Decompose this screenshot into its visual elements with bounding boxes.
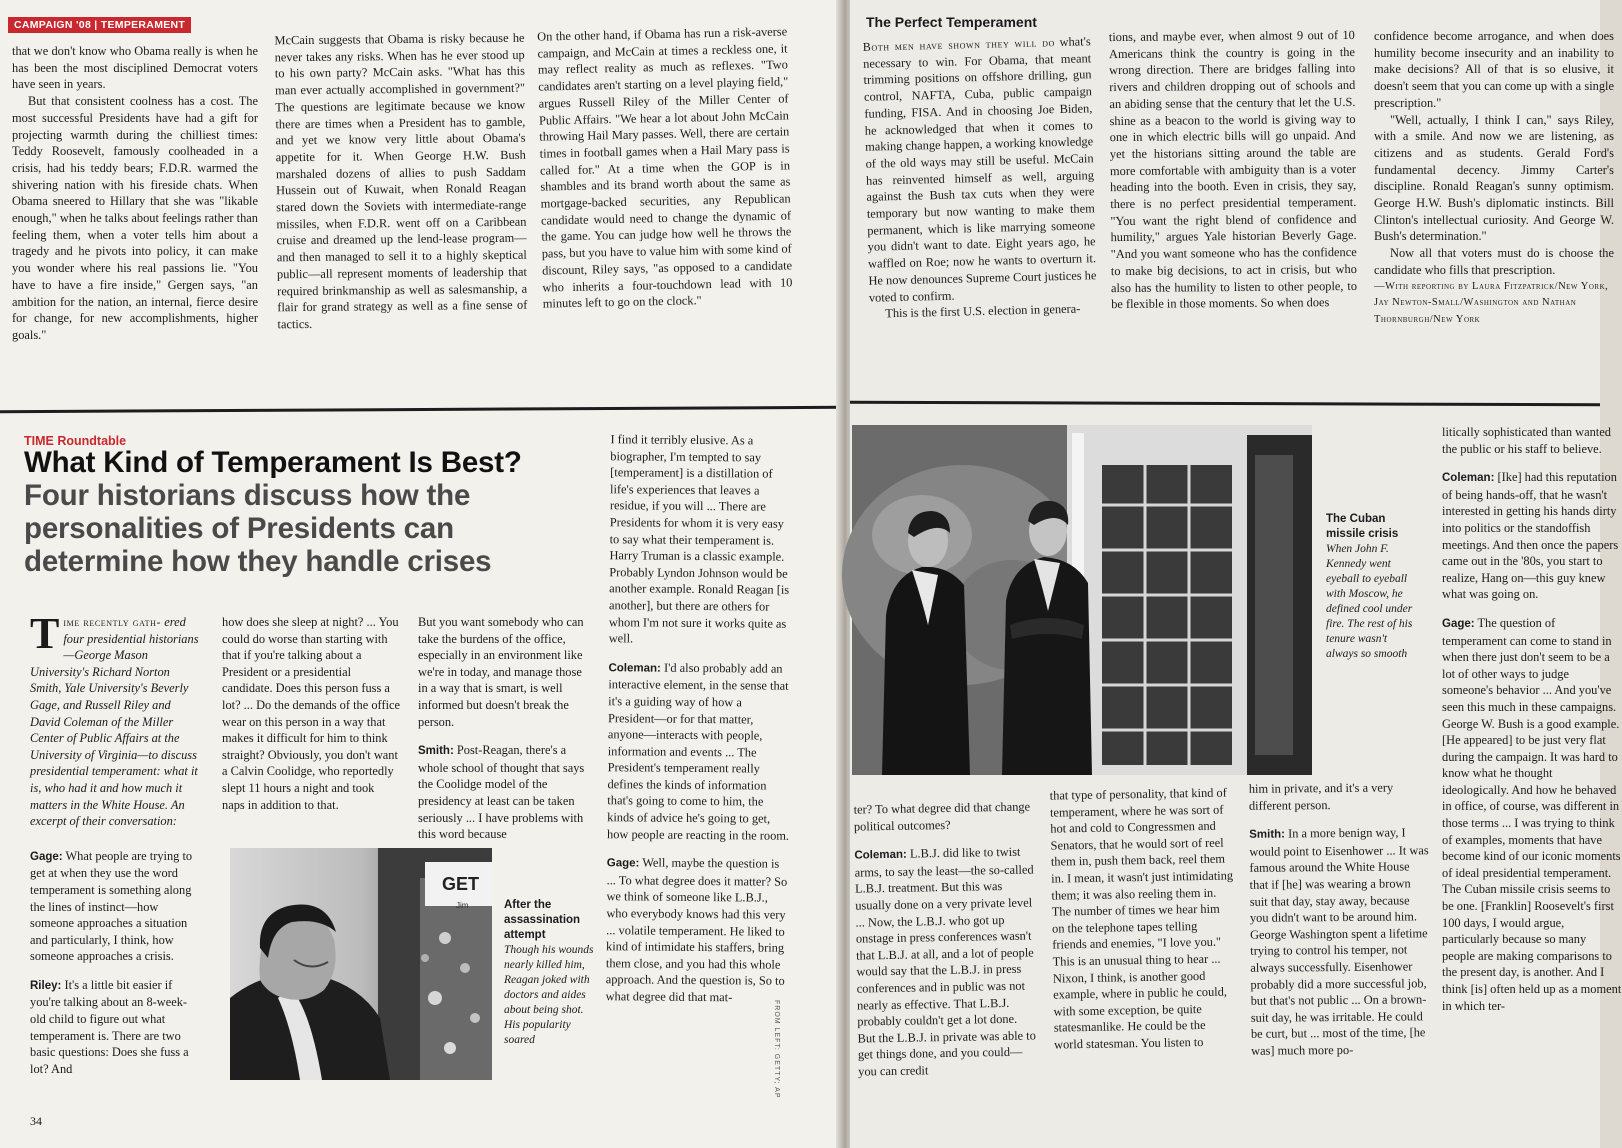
section-divider-right [850,401,1600,407]
roundtable-paragraph [1442,615,1622,1014]
speaker-text: It's a little bit easier if you're talking about an 8-week-old child to figure out what temperament is. There are two basic questions: Does she fuss a lot? And [30,977,189,1076]
box-paragraph [1374,28,1614,112]
box-paragraph-text: what's necessary to win. For Obama, that meant trimming positions on offshore drilling, gun control, NAFTA, Cuba, public campaign funding, FISA. And in choosing Joe Biden, he acknowledged that when it comes to making change happen, a working knowledge of the old ways may still be useful. McCain has reinvented himself as well, arguing against the Bush tax cuts when they were temporary but now wanting to make them permanent, which is like marrying someone you didn't want to date. Eight years ago, he waffled on Roe; now he wants to overturn it. He now denounces Supreme Court justices he voted to confirm. [862,34,1097,305]
speaker-name: Coleman: [608,661,661,675]
article-paragraph: that we don't know who Obama really is when he has been the most disciplined Democrat voters have seen in years. [12,44,258,92]
box-paragraph [1374,245,1614,278]
reagan-caption-title: After the assassination attempt [504,899,581,941]
speaker-name: Coleman: [1442,472,1495,485]
drop-cap: T [30,609,60,658]
headline-main: What Kind of Temperament Is Best? [24,446,522,479]
page-number: 34 [30,1114,42,1128]
photo-sign-text: GET [442,874,480,894]
intro-paragraph [30,609,202,830]
speaker-text: I find it terribly elusive. As a biographer, I'm tempted to say [temperament] is a distillation of life's experiences that leaves a residue, if you will ... There are Presidents for whom it is very easy to say what their temperament is. Harry Truman is a classic example. Probably Lyndon Johnson would be another example. Ronald Reagan [is another], but there are others for whom I'm not sure it works quite as well. [608,432,790,646]
roundtable-paragraph [609,431,793,648]
roundtable-paragraph [1249,779,1429,814]
speaker-text: litically sophisticated than wanted the public or his staff to believe. [1442,425,1611,456]
speaker-text: [Ike] had this reputation of being hands-off, that he wasn't interested in getting his hands dirty into politics or the standoffish meetings. And then once the papers came out in the '80s, you start to realize, Hang on—this guy knew what was going on. [1442,470,1619,602]
speaker-text: I'd also probably add an interactive element, in the sense that it's a guiding way of how a President—or for that matter, anyone—interacts with people, information and events ... The President's temperament really defines the kinds of information that's going to come to him, the kinds of advice he's going to get, how people are reacting in the room. [606,660,790,843]
speaker-text: The question of temperament can come to stand in when there just don't seem to be a lot of other ways to judge someone's behavior ... And you've seen this much in these campaigns. George W. Bush is a good example. [He appeared] to be just very flat during the campaign. It was hard to know what he thought ideologically. And how he behaved in office, of course, was different in those terms ... I was trying to think of examples, moments that have become kind of our iconic moments of ideal presidential temperament. The Cuban missile crisis seems to be one. [Franklin] Roosevelt's first 100 days, I would argue, particularly because so many people are making comparisons to the present day, is another. And I think [is] often held up as a moment in which ter- [1442,615,1622,1013]
intro-smallcaps: ime recently gath- [63,615,162,629]
roundtable-col1-body [30,848,202,1078]
speaker-text: But you want somebody who can take the burdens of the office, especially in an environment like we're in today, and manage those in a way that is smart, is well informed but doesn't break the person. [418,615,584,729]
roundtable-paragraph [418,742,594,843]
box-paragraph-text: Now all that voters must do is choose the candidate who fills that prescription. [1374,246,1614,277]
roundtable-column-4 [605,431,792,1018]
speaker-text: L.B.J. did like to twist arms, to say the least—the so-called L.B.J. treatment. But this was usually done on a very private level ... Now, the L.B.J. who got up onstage in press conferences wasn't that L.B.J. at all, and a lot of people would say that the L.B.J. in press conferences and in public was not nearly as effective. That L.B.J. probably couldn't get a lot done. But the L.B.J. in private was able to get things done, and you could—you can credit [854,844,1036,1079]
article-column-3 [537,23,793,312]
speaker-name: Gage: [30,850,63,863]
roundtable-column-2 [222,614,400,825]
article-column-1 [12,43,258,344]
kennedy-photo [852,425,1312,775]
roundtable-paragraph [853,798,1034,834]
roundtable-paragraph [607,659,791,844]
reporting-credit: —With reporting by Laura Fitzpatrick/New York, Jay Newton-Small/Washington and Nathan Thornburgh/New York [1374,280,1609,325]
roundtable-headline [24,446,584,578]
roundtable-paragraph [606,854,789,1006]
article-column-2 [274,30,527,333]
article-paragraph: On the other hand, if Obama has run a risk-averse campaign, and McCain at times a reckless one, it may reflect reality as much as reflexes. "Two candidates aren't starting on a level playing field," argues Russell Riley of the Miller Center of Public Affairs. "We hear a lot about John McCain throwing Hail Mary passes. Well, there are certain times in football games when a Hail Mary pass is called for." At a time when the GOP is in shambles and its brand worth about the same as mortgage-backed securities, any Republican candidate would need to change the dynamic of the game. You can judge how well he throws the pass, but you have to value him with some kind of discount, Riley says, "as opposed to a candidate who inherits a four-touchdown lead with 10 minutes left to go on the clock." [537,24,793,311]
perfect-box-column-2 [1109,27,1357,313]
speaker-name: Smith: [418,745,454,758]
box-paragraph-text: This is the first U.S. election in genera- [885,301,1081,321]
speaker-text: that type of personality, that kind of temperament, where he was sort of hot and cold to Congressmen and Senators, that he would sort of reel them in, push them back, reel them in. I mean, it wasn't just intimidating them; it was also reeling them in. The number of times we hear him on the telephone tapes telling friends and enemies, "I love you." This is an unusual thing to hear ... Nixon, I think, is another good example, where in public he could, with some exception, be quite statesmanlike. He could be the world statesman. You listen to [1049,785,1234,1052]
photo-sign-small: Jim [456,901,469,910]
roundtable-paragraph [418,614,594,730]
box-lead-in: Both men have shown they will do [862,35,1056,54]
section-tag: CAMPAIGN '08 | TEMPERAMENT [8,17,191,33]
roundtable-column-1 [30,609,202,1089]
roundtable-paragraph [222,614,400,813]
roundtable-paragraph [1249,824,1431,1059]
speaker-name: Gage: [1442,617,1475,630]
roundtable-paragraph [1442,424,1622,457]
speaker-text: how does she sleep at night? ... You could do worse than starting with that if you're talking about a President or a presidential candidate. Does this person fuss a lot? ... Do the demands of the office wear on this person in a way that makes it difficult for him to think straight? Obviously, you don't want a Calvin Coolidge, who reportedly slept 11 hours a night and took naps in addition to that. [222,615,401,812]
box-paragraph [863,33,1097,306]
photo-credit: FROM LEFT: GETTY; AP [773,1000,780,1099]
roundtable-right-column-3 [1249,779,1432,1071]
kennedy-caption [1326,512,1418,662]
roundtable-right-column-4 [1442,424,1622,1026]
box-paragraph-text: tions, and maybe ever, when almost 9 out of 10 Americans think the country is going in the wrong direction. There are bridges falling into rivers and children dropping out of schools and an abiding sense that the century that let the U.S. shine as a beacon to the world is giving way to one in which electric bills will go unpaid. And yet the historians sitting around the table are more comfortable with ambiguity than is a voter heading into the booth. Even in crisis, they say, there is no perfect presidential temperament. "You want the right blend of confidence and humility," argues Yale historian Beverly Gage. "And you want someone who has the confidence to make big decisions, to act in crisis, but who also has the humility to listen to other people, to be flexible in those moments. So when does [1108,27,1358,312]
roundtable-paragraph [854,844,1038,1080]
box-paragraph-text: "Well, actually, I think I can," says Riley, with a smile. And now we are listening, as citizens and as students. Gerald Ford's fundamental decency. Jimmy Carter's discipline. Ronald Reagan's sunny optimism. George H.W. Bush's diplomatic instincts. Bill Clinton's intellectual curiosity. And George W. Bush's determination." [1374,112,1614,244]
article-paragraph: McCain suggests that Obama is risky because he never takes any risks. When has he ever stood up to his own party? McCain asks. "What has this man ever actually accomplished in government?" The questions are legitimate because we know there are times when a President has to gamble, and yet we know very little about Obama's appetite for it. When George H.W. Bush marshaled dozens of allies to push Saddam Hussein out of Kuwait, when Ronald Reagan stared down the Soviets with intermediate-range missiles, when F.D.R. went off on a Caribbean cruise and dreamed up the lend-lease program—and then managed to sell it to a highly skeptical public—all represent moments of leadership that required brinkmanship as well as salesmanship, a flair for grand strategy as well as a fine sense of tactics. [274,30,528,332]
roundtable-right-column-2 [1050,784,1237,1065]
roundtable-kicker: TIME Roundtable [24,434,127,448]
box-paragraph-text: confidence become arrogance, and when does humility become insecurity and an inability to make decisions? All of that is so elusive, it doesn't seem that you can come up with a single prescription." [1374,29,1614,110]
article-paragraph: But that consistent coolness has a cost. The most successful Presidents have had a gift for projecting warmth during the chilliest times: Teddy Roosevelt, famously coolheaded in a crisis, had his teddy bears; F.D.R. warmed the shivering nation with his fireside chats. When Obama sneered to Hillary that she was "likable enough," when he talks about feelings rather than feeling them, when a voter tells him about a tragedy and he pivots into policy, it can make you wonder where his real passions lie. "You have to have a fire inside," Gergen says, "an ambition for the nation, an internal, fierce desire for change, for new accomplishments, higher goals." [12,94,258,342]
roundtable-paragraph [1442,469,1622,603]
box-paragraph [1109,27,1357,313]
reagan-photo [230,848,492,1080]
kennedy-caption-text: When John F. Kennedy went eyeball to eyeball with Moscow, he defined cool under fire. The rest of his tenure wasn't always so smooth [1326,543,1413,660]
speaker-name: Coleman: [854,848,907,862]
kennedy-caption-title: The Cuban missile crisis [1326,513,1399,540]
section-divider-left [0,406,842,413]
speaker-text: him in private, and it's a very different person. [1248,780,1394,813]
speaker-text: ter? To what degree did that change political outcomes? [853,799,1031,834]
roundtable-column-3 [418,614,594,855]
intro-text: ered four presidential historians—George Mason University's Richard Norton Smith, Yale University's Beverly Gage, and Russell Riley and David Coleman of the Miller Center of Public Affairs at the University of Virginia—to discuss presidential temperament: what it is, who had it and how much it matters in the White House. An excerpt of their conversation: [30,615,199,829]
speaker-text: Well, maybe the question is ... To what degree does it matter? So we think of someone like L.B.J., who everybody knows had this very ... volatile temperament. He liked to kind of intimidate his staffers, bring them close, and you had this whole approach. And the question is, So to what degree did that mat- [605,855,788,1005]
roundtable-paragraph [30,977,202,1078]
speaker-text: What people are trying to get at when they use the word temperament is something along the lines of instinct—how someone approaches a situation and particularly, I think, how someone approaches a crisis. [30,848,193,964]
speaker-text: Post-Reagan, there's a whole school of thought that says the Coolidge model of the presidency at least can be taken seriously ... I have problems with this word because [418,743,585,842]
headline-deck: Four historians discuss how the personalities of Presidents can determine how they handle crises [24,479,492,578]
box-paragraph [1374,112,1614,246]
reagan-caption-text: Though his wounds nearly killed him, Reagan joked with doctors and aides about being shot. His popularity soared [504,944,594,1046]
perfect-box-column-1 [863,33,1098,322]
speaker-name: Gage: [606,857,640,870]
perfect-box-column-3 [1374,28,1614,329]
roundtable-paragraph [1050,784,1237,1053]
roundtable-right-column-1 [853,798,1038,1092]
speaker-text: In a more benign way, I would point to Eisenhower ... It was famous around the White House that if [he] was wearing a brown suit that day, stay away, because you didn't want to be around him. George Washington spent a lifetime trying to control his temper, not always successfully. Eisenhower probably did a more successful job, but that's not public ... On a brown-suit day, he was irritable. He could be curt, but ... most of the time, [he was] much more po- [1249,825,1429,1058]
speaker-name: Riley: [30,979,62,992]
perfect-box-title: The Perfect Temperament [866,14,1037,30]
roundtable-paragraph [30,848,202,965]
speaker-name: Smith: [1249,828,1286,841]
reagan-caption [504,898,600,1048]
